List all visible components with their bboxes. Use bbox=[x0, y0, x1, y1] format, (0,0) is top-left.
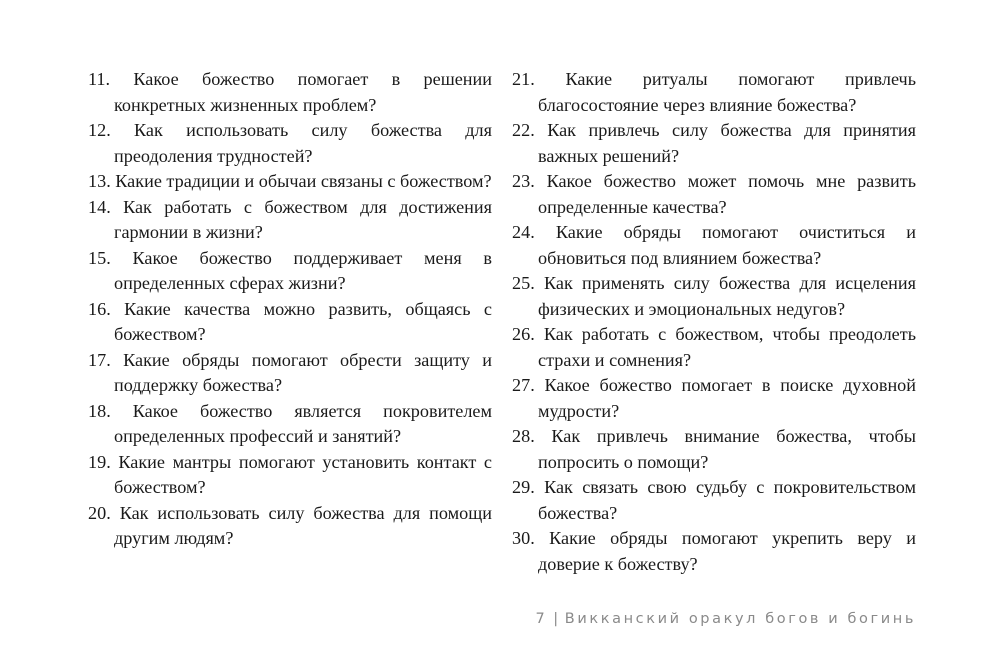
question-text: Как работать с божеством, чтобы преодолеть страхи и сомнения? bbox=[538, 324, 917, 370]
question-text: Как работать с божеством для достижения гармонии в жизни? bbox=[114, 196, 492, 242]
question-number: 19. bbox=[88, 451, 111, 472]
running-book-title: Викканский оракул богов и богинь bbox=[564, 611, 916, 627]
question-item bbox=[512, 271, 916, 322]
question-text: Как использовать силу божества для помощи другим людям? bbox=[114, 502, 493, 548]
question-number: 11. bbox=[88, 69, 111, 89]
question-text: Как привлечь внимание божества, чтобы попросить о помощи? bbox=[538, 426, 916, 472]
question-list-left bbox=[88, 67, 492, 552]
question-number: 26. bbox=[512, 324, 535, 344]
question-item bbox=[88, 501, 492, 552]
question-item bbox=[88, 246, 492, 297]
question-item bbox=[88, 195, 492, 246]
question-number: 15. bbox=[88, 247, 111, 268]
question-item bbox=[88, 297, 492, 348]
question-list-right bbox=[512, 67, 916, 577]
question-text: Какие обряды помогают очиститься и обновиться под влиянием божества? bbox=[538, 222, 917, 268]
question-number: 21. bbox=[512, 69, 535, 89]
question-text: Какие ритуалы помогают привлечь благосостояние через влияние божества? bbox=[538, 69, 917, 115]
question-item bbox=[512, 67, 916, 118]
question-item bbox=[512, 475, 916, 526]
question-item bbox=[88, 67, 492, 118]
question-text: Как использовать силу божества для преодоления трудностей? bbox=[114, 120, 492, 166]
question-item bbox=[512, 373, 916, 424]
question-number: 25. bbox=[512, 273, 535, 293]
question-number: 28. bbox=[512, 426, 535, 446]
question-number: 14. bbox=[88, 196, 111, 217]
question-text: Какое божество помогает в решении конкретных жизненных проблем? bbox=[114, 69, 492, 115]
question-text: Какое божество поддерживает меня в определенных сферах жизни? bbox=[114, 247, 493, 293]
question-item bbox=[512, 220, 916, 271]
question-text: Какие качества можно развить, общаясь с божеством? bbox=[114, 298, 493, 344]
question-item bbox=[88, 169, 492, 195]
question-item bbox=[512, 322, 916, 373]
question-item bbox=[512, 424, 916, 475]
page-number: 7 bbox=[535, 611, 548, 627]
question-number: 17. bbox=[88, 349, 111, 370]
question-number: 22. bbox=[512, 120, 535, 140]
question-text: Какое божество помогает в поиске духовной мудрости? bbox=[538, 375, 917, 421]
question-item bbox=[88, 118, 492, 169]
question-text: Какое божество может помочь мне развить определенные качества? bbox=[538, 171, 917, 217]
page-footer bbox=[535, 611, 916, 627]
right-question-column bbox=[512, 67, 916, 577]
question-number: 30. bbox=[512, 528, 535, 548]
question-number: 20. bbox=[88, 502, 111, 523]
question-text: Какие обряды помогают обрести защиту и поддержку божества? bbox=[114, 349, 493, 395]
question-item bbox=[88, 348, 492, 399]
question-text: Какие традиции и обычаи связаны с божеством? bbox=[115, 171, 492, 191]
question-number: 27. bbox=[512, 375, 535, 395]
question-item bbox=[512, 118, 916, 169]
question-item bbox=[512, 526, 916, 577]
question-text: Какие обряды помогают укрепить веру и доверие к божеству? bbox=[538, 528, 916, 574]
question-number: 18. bbox=[88, 400, 111, 421]
question-item bbox=[512, 169, 916, 220]
question-text: Как применять силу божества для исцеления физических и эмоциональных недугов? bbox=[538, 273, 917, 319]
question-number: 24. bbox=[512, 222, 535, 242]
question-text: Какое божество является покровителем определенных профессий и занятий? bbox=[114, 400, 492, 446]
question-number: 13. bbox=[88, 171, 111, 191]
question-number: 12. bbox=[88, 120, 111, 140]
question-number: 16. bbox=[88, 298, 111, 319]
question-text: Как связать свою судьбу с покровительством божества? bbox=[538, 477, 916, 523]
footer-separator: | bbox=[553, 611, 561, 627]
question-item bbox=[88, 399, 492, 450]
question-number: 23. bbox=[512, 171, 535, 191]
question-item bbox=[88, 450, 492, 501]
question-number: 29. bbox=[512, 477, 535, 497]
question-text: Как привлечь силу божества для принятия важных решений? bbox=[538, 120, 916, 166]
left-question-column bbox=[88, 67, 492, 552]
question-text: Какие мантры помогают установить контакт с божеством? bbox=[114, 451, 493, 497]
